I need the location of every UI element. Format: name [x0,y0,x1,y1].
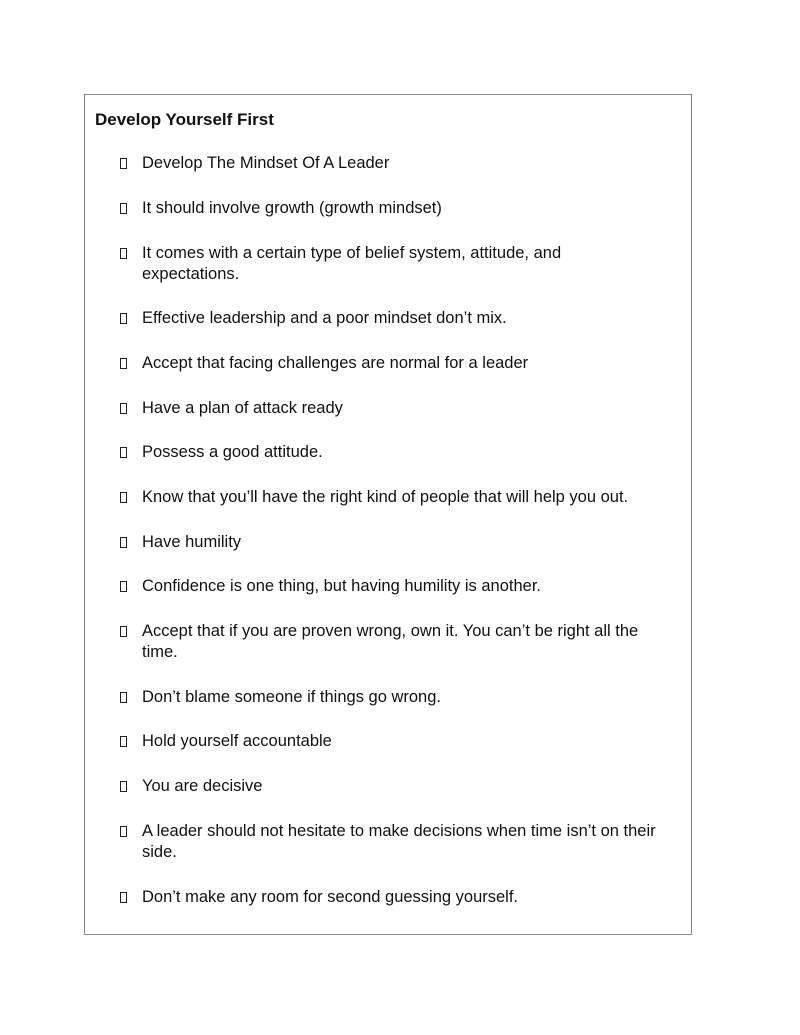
list-item [120,153,680,174]
empty-box-icon [120,736,127,747]
list-item [120,308,680,329]
empty-box-icon [120,158,127,169]
empty-box-icon [120,358,127,369]
list-item [120,621,680,663]
list-item-text: Hold yourself accountable [142,732,332,750]
list-item [120,442,680,463]
empty-box-icon [120,248,127,259]
list-item-text: Effective leadership and a poor mindset don’t mix. [142,309,507,327]
list-item-text: Confidence is one thing, but having humility is another. [142,577,541,595]
empty-box-icon [120,826,127,837]
page-title: Develop Yourself First [95,110,274,129]
list-item [120,353,680,374]
list-item-text: Don’t blame someone if things go wrong. [142,688,441,706]
list-item [120,687,680,708]
list-item [120,487,680,508]
list-item [120,532,680,553]
empty-box-icon [120,892,127,903]
empty-box-icon [120,492,127,503]
list-item [120,776,680,797]
list-item-text: It should involve growth (growth mindset) [142,199,442,217]
empty-box-icon [120,537,127,548]
list-item-text: Accept that facing challenges are normal for a leader [142,354,529,372]
list-item-text: A leader should not hesitate to make decisions when time isn’t on their side. [142,822,656,861]
empty-box-icon [120,626,127,637]
list-item-text: You are decisive [142,777,263,795]
empty-box-icon [120,203,127,214]
list-item [120,576,680,597]
list-item-text: Accept that if you are proven wrong, own it. You can’t be right all the time. [142,622,639,661]
list-item-text: Don’t make any room for second guessing yourself. [142,888,519,906]
list-item-text: Have a plan of attack ready [142,399,343,417]
bullet-list [85,95,691,934]
list-item-text: Possess a good attitude. [142,443,323,461]
list-item-text: Have humility [142,533,242,551]
content-frame [84,94,692,935]
empty-box-icon [120,403,127,414]
empty-box-icon [120,313,127,324]
list-item [120,243,680,285]
empty-box-icon [120,692,127,703]
list-item [120,398,680,419]
list-item-text: Develop The Mindset Of A Leader [142,154,390,172]
list-item [120,821,680,863]
list-item [120,198,680,219]
list-item-text: Know that you’ll have the right kind of people that will help you out. [142,488,629,506]
list-item [120,887,680,908]
list-item-text: It comes with a certain type of belief system, attitude, and expectations. [142,244,562,283]
empty-box-icon [120,581,127,592]
empty-box-icon [120,781,127,792]
empty-box-icon [120,447,127,458]
list-item [120,731,680,752]
